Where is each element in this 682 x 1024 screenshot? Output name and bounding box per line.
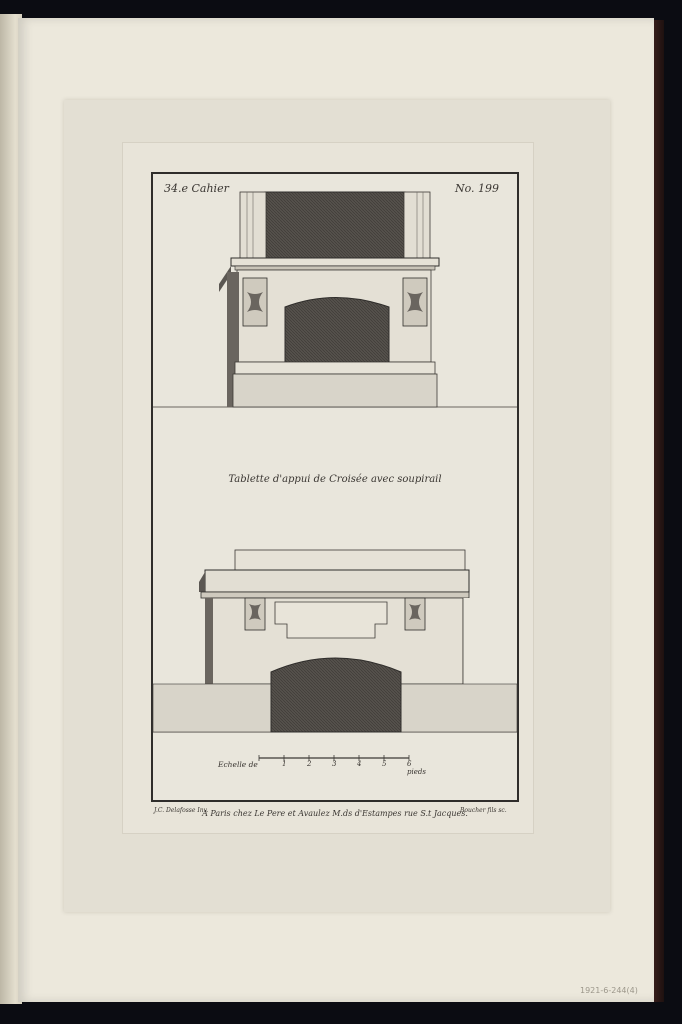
engraver-credit: Boucher fils sc. [460,807,507,814]
architectural-engraving [151,172,519,802]
scale-label: Echelle de [218,760,258,769]
scale-mark: 2 [307,760,312,768]
scale-mark: 6 pieds [407,760,426,776]
scale-mark: 3 [332,760,337,768]
lower-elevation [153,550,517,732]
scale-mark: 5 [382,760,387,768]
plate-caption: Tablette d'appui de Croisée avec soupirail [228,474,442,485]
series-label: 34.e Cahier [164,182,229,195]
accession-number: 1921-6-244(4) [580,986,638,995]
designer-credit: J.C. Delafosse Inv. [154,807,209,814]
scale-mark: 4 [357,760,362,768]
plate-number: No. 199 [455,182,500,195]
upper-elevation [153,192,517,407]
scale-mark: 1 [282,760,287,768]
publisher-imprint: A Paris chez Le Pere et Avaulez M.ds d'Estampes rue S.t Jacques. [202,809,468,818]
